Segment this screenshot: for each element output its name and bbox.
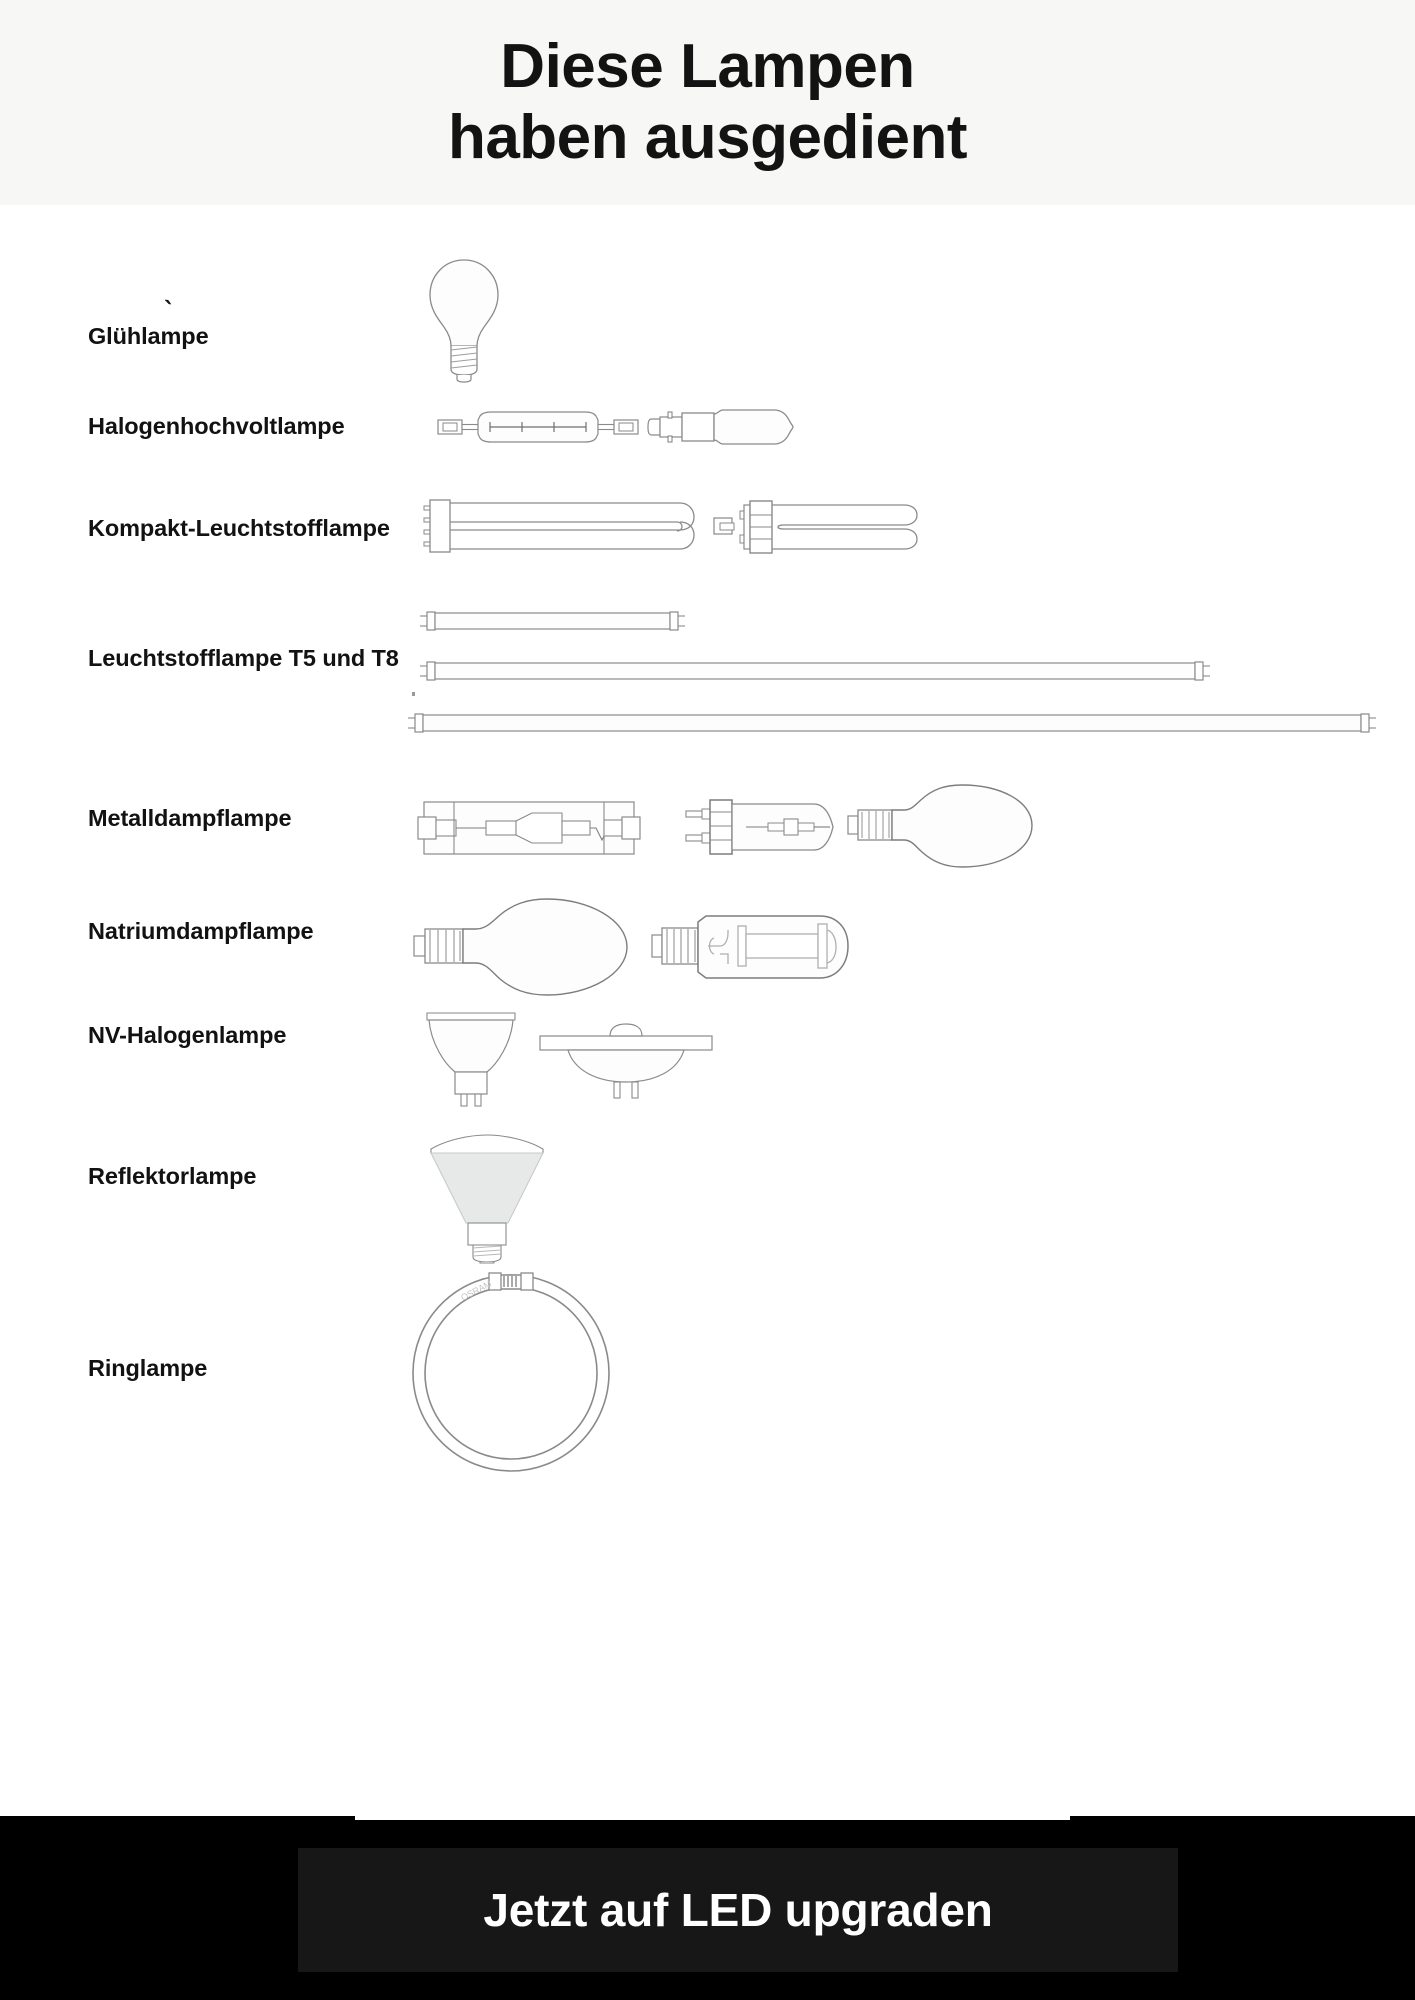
footer-notch-right [1070,1816,1415,1820]
dust-speck [412,692,415,696]
ar111-reflector-icon [540,1024,712,1102]
lamp-label-halogenhochvolt: Halogenhochvoltlampe [88,413,345,439]
circular-fluorescent-ring-icon [405,1263,617,1473]
title-line-1: Diese Lampen [500,31,915,101]
lamp-row-gluehlampe [0,205,1415,380]
fluorescent-tube-medium-icon [420,658,1210,684]
lamp-label-nv-halogen: NV-Halogenlampe [88,1022,287,1048]
compact-fluorescent-2g11-icon [422,497,702,555]
fluorescent-tube-short-icon [420,608,685,634]
par-reflector-lamp-icon [428,1135,546,1263]
lamp-row-ringlampe [0,1255,1415,1495]
lamp-list [0,205,1415,1820]
page-title [448,32,967,173]
mr16-reflector-icon [425,1010,517,1100]
lamp-label-leuchtstoffroehren: Leuchtstofflampe T5 und T8 [88,645,399,671]
svg-text:OSRAM: OSRAM [459,1278,494,1303]
header-banner [0,0,1415,205]
lamp-label-kompakt-leuchtstoff: Kompakt-Leuchtstofflampe [88,515,390,541]
footer-notch-left [0,1816,355,1820]
linear-halogen-r7s-icon [438,412,638,442]
stray-accent-mark: ` [161,294,174,326]
fluorescent-tube-long-icon [408,710,1376,736]
sodium-vapour-ovoid-icon [414,898,632,996]
sodium-vapour-tubular-icon [652,908,852,986]
lamp-row-reflektor [0,1115,1415,1255]
lamp-row-leuchtstoffroehren [0,600,1415,780]
upgrade-to-led-button[interactable] [298,1848,1178,1972]
incandescent-bulb-e27-icon [424,257,504,382]
lamp-row-halogenhochvolt [0,380,1415,475]
lamp-label-reflektor: Reflektorlampe [88,1163,257,1189]
lamp-row-kompakt-leuchtstoff [0,475,1415,600]
lamp-row-metalldampf [0,780,1415,890]
metal-halide-single-ended-icon [686,796,834,858]
title-line-2: haben ausgedient [447,102,968,172]
metal-halide-ellipsoid-icon [848,782,1044,870]
lamp-label-metalldampf: Metalldampflampe [88,805,292,831]
lamp-label-natriumdampf: Natriumdampflampe [88,918,314,944]
compact-fluorescent-g24-icon [714,491,929,561]
lamp-label-ringlampe: Ringlampe [88,1355,208,1381]
lamp-label-gluehlampe: Glühlampe [88,323,209,349]
upgrade-to-led-label: Jetzt auf LED upgraden [483,1884,993,1936]
halogen-capsule-base-icon [648,408,793,446]
metal-halide-double-ended-icon [418,800,640,856]
lamp-row-natriumdampf [0,890,1415,1000]
lamp-row-nv-halogen [0,1000,1415,1115]
